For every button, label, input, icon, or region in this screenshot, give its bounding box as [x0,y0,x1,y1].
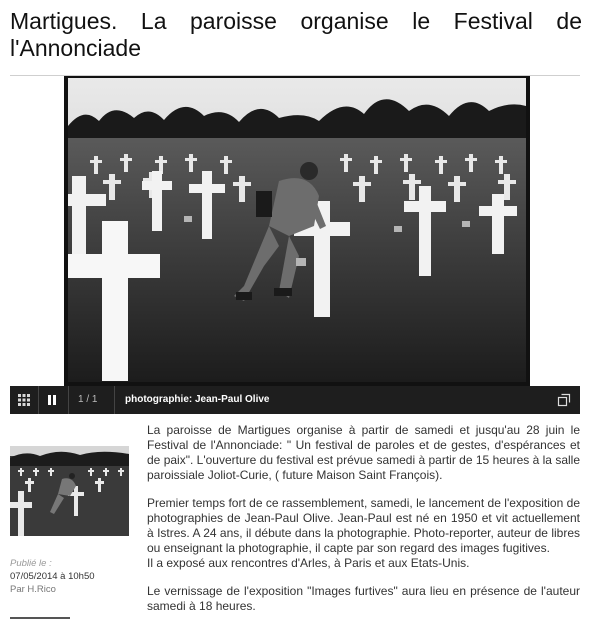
photo-credit: photographie: Jean-Paul Olive [125,394,270,405]
publication-date: 07/05/2014 à 10h50 [10,571,95,582]
pause-icon[interactable] [44,392,60,408]
publication-meta [10,557,140,596]
cemetery-photo [64,76,530,386]
thumbnail-image [10,446,129,536]
article-body [147,423,580,627]
article-paragraph: Premier temps fort de ce rassemblement, samedi, le lancement de l'exposition de photographies de Jean-Paul Olive. Jean-Paul est né en 1950 et vit actuellement à Istres. A 24 ans, il débute dans la photographie. Photo-reporter, auteur de libres ou enseignant la photographie, il capte par son regard des images fugitives. [147,496,580,555]
grid-icon[interactable] [16,392,32,408]
toolbar-separator [38,386,39,414]
slideshow-toolbar [10,386,580,414]
toolbar-separator [114,386,115,414]
article-paragraph: La paroisse de Martigues organise à partir de samedi et jusqu'au 28 juin le Festival de l'Annonciade: " Un festival de paroles et de gestes, d'espérances et de paix". L'ouverture du festival est prévue samedi à partir de 15 heures à la salle paroissiale Joliot-Curie, ( future Maison Saint François). [147,423,580,482]
article-paragraph: Il a exposé aux rencontres d'Arles, à Paris et aux Etats-Unis. [147,556,470,570]
footer-divider [10,617,70,619]
photo-thumbnail[interactable] [10,446,129,536]
expand-icon[interactable] [556,392,572,408]
article-paragraph: Le vernissage de l'exposition "Images furtives" aura lieu en présence de l'auteur samedi à 18 heures. [147,584,580,613]
photo-slideshow[interactable] [10,76,580,414]
toolbar-separator [68,386,69,414]
slide-counter: 1 / 1 [78,394,98,405]
main-photo[interactable] [10,76,580,386]
article-title: Martigues. La paroisse organise le Festival de l'Annonciade [10,8,582,61]
published-label: Publié le : [10,558,52,569]
author-name: Par H.Rico [10,584,56,595]
